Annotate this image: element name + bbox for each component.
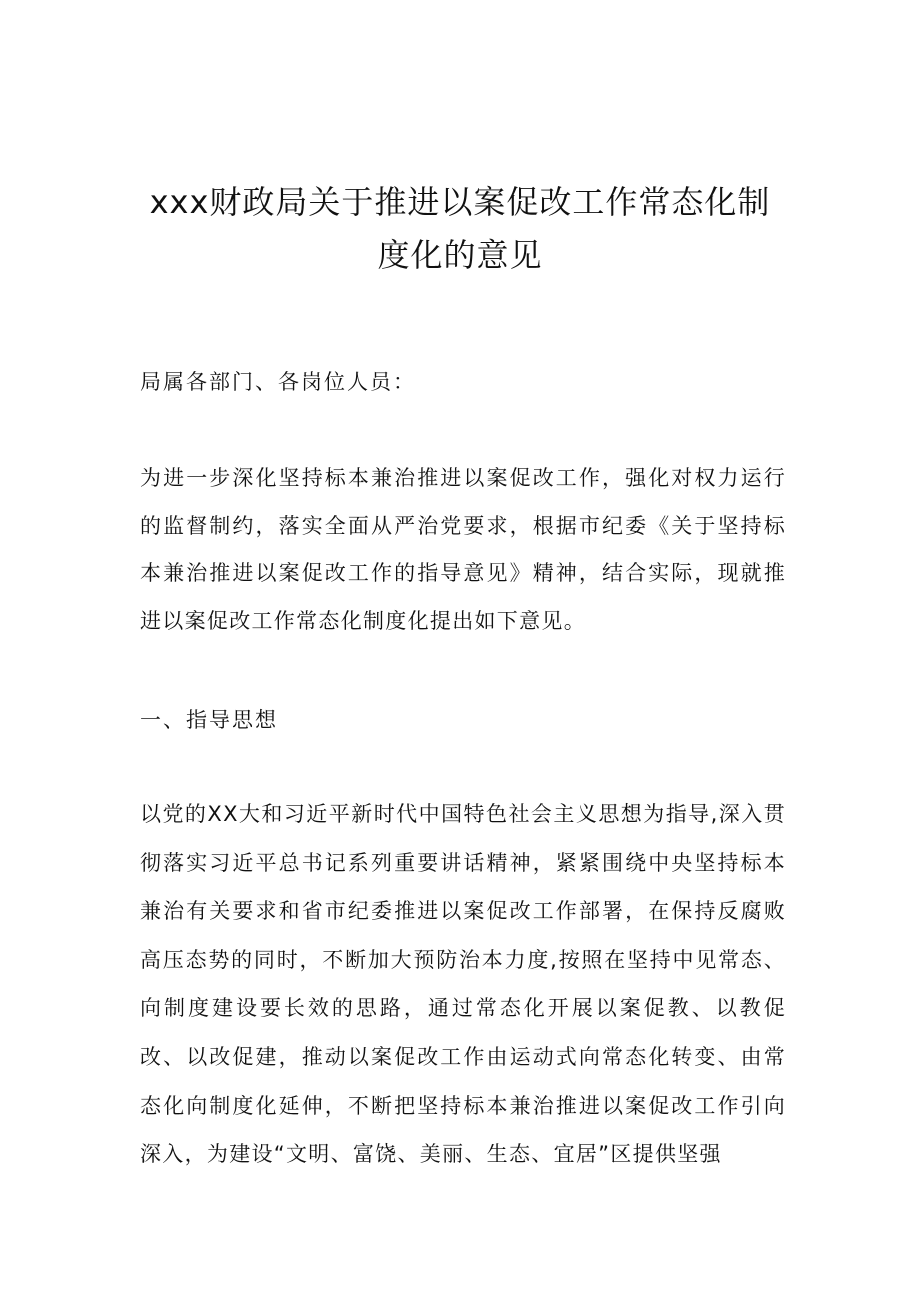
intro-paragraph: 为进一步深化坚持标本兼治推进以案促改工作，强化对权力运行的监督制约，落实全面从严治党要求，根据市纪委《关于坚持标本兼治推进以案促改工作的指导意见》精神，结合实际，现就推进以案促改工作常态化制度化提出如下意见。 [140,466,786,633]
document-title: xxx财政局关于推进以案促改工作常态化制度化的意见 [149,183,771,274]
section-heading-guiding-ideology: 一、指导思想 [140,708,278,732]
salutation: 局属各部门、各岗位人员： [140,370,416,394]
guiding-ideology-paragraph: 以党的XX大和习近平新时代中国特色社会主义思想为指导,深入贯彻落实习近平总书记系列重要讲话精神，紧紧围绕中央坚持标本兼治有关要求和省市纪委推进以案促改工作部署，在保持反腐败高压态势的同时，不断加大预防治本力度,按照在坚持中见常态、向制度建设要长效的思路，通过常态化开展以案促教、以教促改、以改促建，推动以案促改工作由运动式向常态化转变、由常态化向制度化延伸，不断把坚持标本兼治推进以案促改工作引向深入，为建设“文明、富饶、美丽、生态、宜居”区提供坚强 [140,802,786,1167]
